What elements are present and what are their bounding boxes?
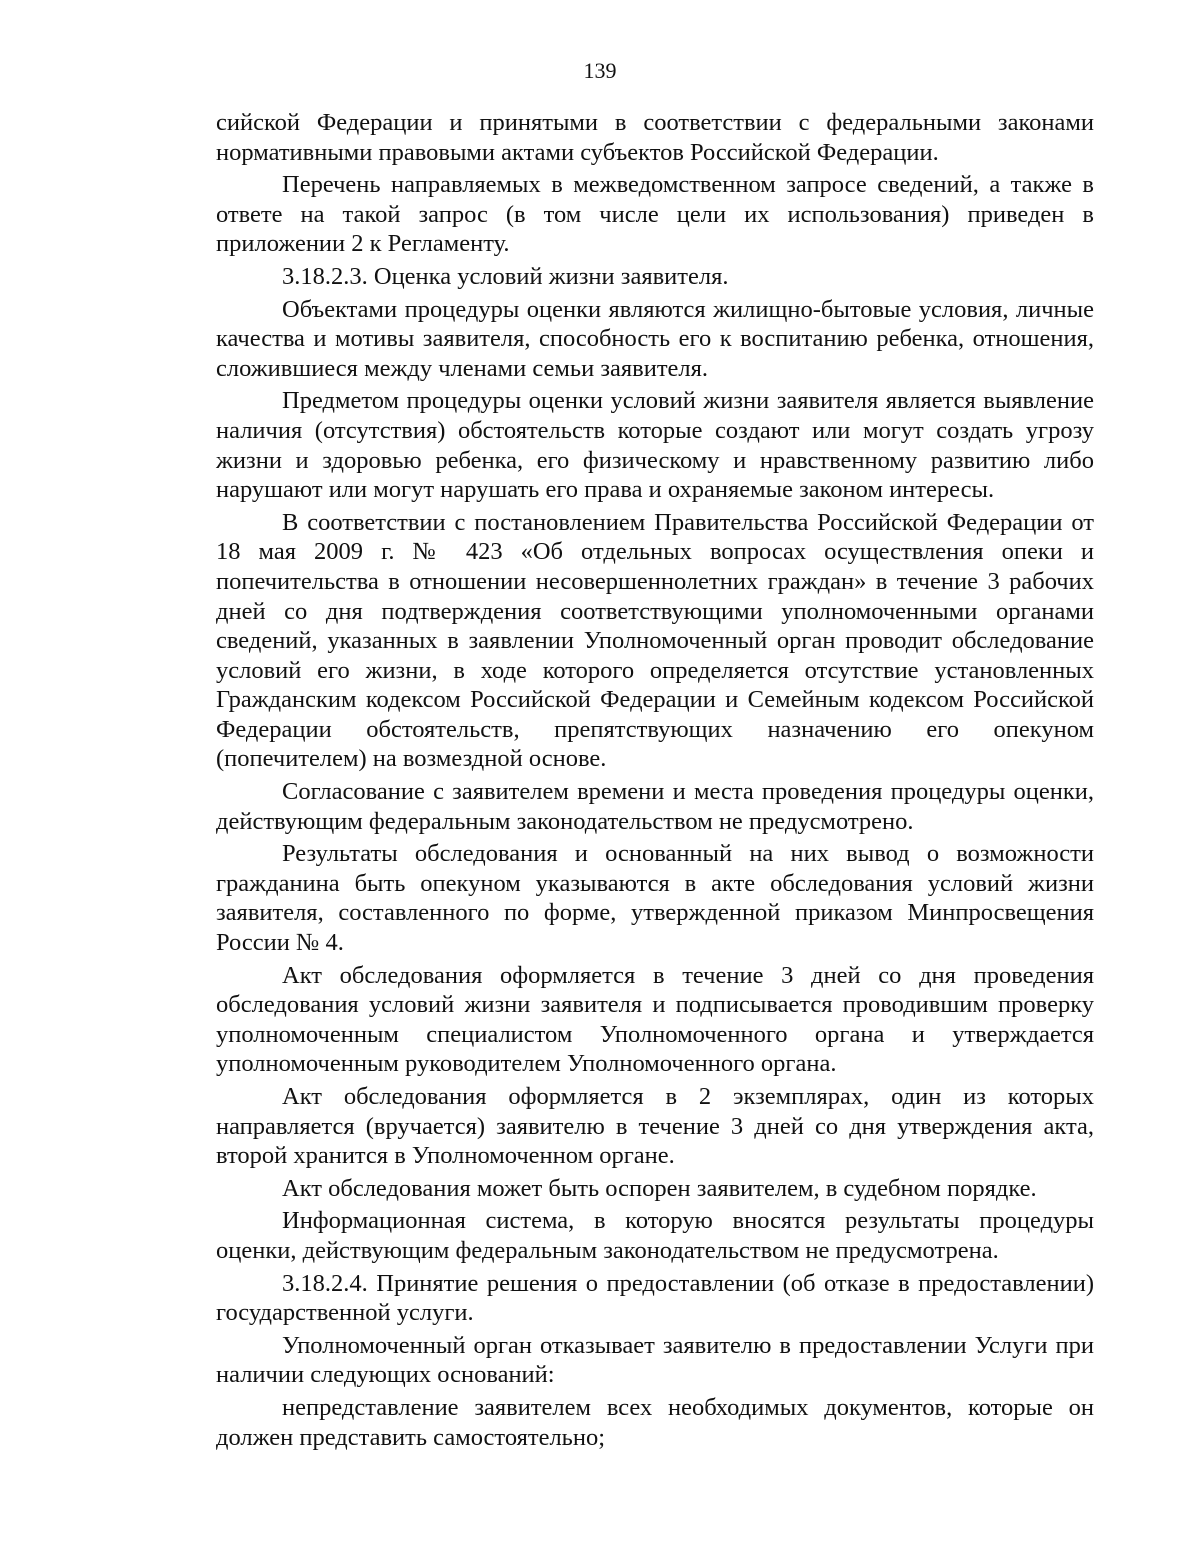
paragraph: Акт обследования может быть оспорен заявителем, в судебном порядке. [282, 1174, 1037, 1202]
paragraph: Результаты обследования и основанный на них вывод о возможности гражданина быть опекуном указываются в акте обследования условий жизни заявителя, составленного по форме, утвержденной приказом Минпросвещения России № 4. [216, 840, 1094, 957]
document-body [216, 108, 1094, 1452]
paragraph: Акт обследования оформляется в 2 экземплярах, один из которых направляется (вручается) заявителю в течение 3 дней со дня утверждения акта, второй хранится в Уполномоченном органе. [216, 1083, 1094, 1170]
paragraph: Акт обследования оформляется в течение 3 дней со дня проведения обследования условий жизни заявителя и подписывается проводившим проверку уполномоченным специалистом Уполномоченного органа и утверждается уполномоченным руководителем Уполномоченного органа. [216, 961, 1094, 1078]
section-heading-3-18-2-4: 3.18.2.4. Принятие решения о предоставлении (об отказе в предоставлении) государственной услуги. [216, 1269, 1094, 1327]
page-number: 139 [583, 58, 617, 83]
paragraph: непредставление заявителем всех необходимых документов, которые он должен представить самостоятельно; [216, 1393, 1094, 1451]
paragraph: Перечень направляемых в межведомственном запросе сведений, а также в ответе на такой запрос (в том числе цели их использования) приведен в приложении 2 к Регламенту. [216, 171, 1094, 258]
paragraph: В соответствии с постановлением Правительства Российской Федерации от 18 мая 2009 г. № 423 «Об отдельных вопросах осуществления опеки и попечительства в отношении несовершеннолетних граждан» в течение 3 рабочих дней со дня подтверждения соответствующими уполномоченными органами сведений, указанных в заявлении Уполномоченный орган проводит обследование условий его жизни, в ходе которого определяется отсутствие установленных Гражданским кодексом Российской Федерации и Семейным кодексом Российской Федерации обстоятельств, препятствующих назначению его опекуном (попечителем) на возмездной основе. [216, 508, 1094, 773]
paragraph: Согласование с заявителем времени и места проведения процедуры оценки, действующим федеральным законодательством не предусмотрено. [216, 778, 1094, 835]
paragraph: Объектами процедуры оценки являются жилищно-бытовые условия, личные качества и мотивы заявителя, способность его к воспитанию ребенка, отношения, сложившиеся между членами семьи заявителя. [216, 295, 1094, 382]
section-heading-3-18-2-3: 3.18.2.3. Оценка условий жизни заявителя. [282, 262, 729, 290]
paragraph-continuation: сийской Федерации и принятыми в соответствии с федеральными законами нормативными правовыми актами субъектов Российской Федерации. [216, 109, 1094, 166]
paragraph: Уполномоченный орган отказывает заявителю в предоставлении Услуги при наличии следующих оснований: [216, 1331, 1094, 1389]
paragraph: Информационная система, в которую вносятся результаты процедуры оценки, действующим федеральным законодательством не предусмотрена. [216, 1207, 1094, 1264]
paragraph: Предметом процедуры оценки условий жизни заявителя является выявление наличия (отсутствия) обстоятельств которые создают или могут создать угрозу жизни и здоровью ребенка, его физическому и нравственному развитию либо нарушают или могут нарушать его права и охраняемые законом интересы. [216, 387, 1094, 504]
